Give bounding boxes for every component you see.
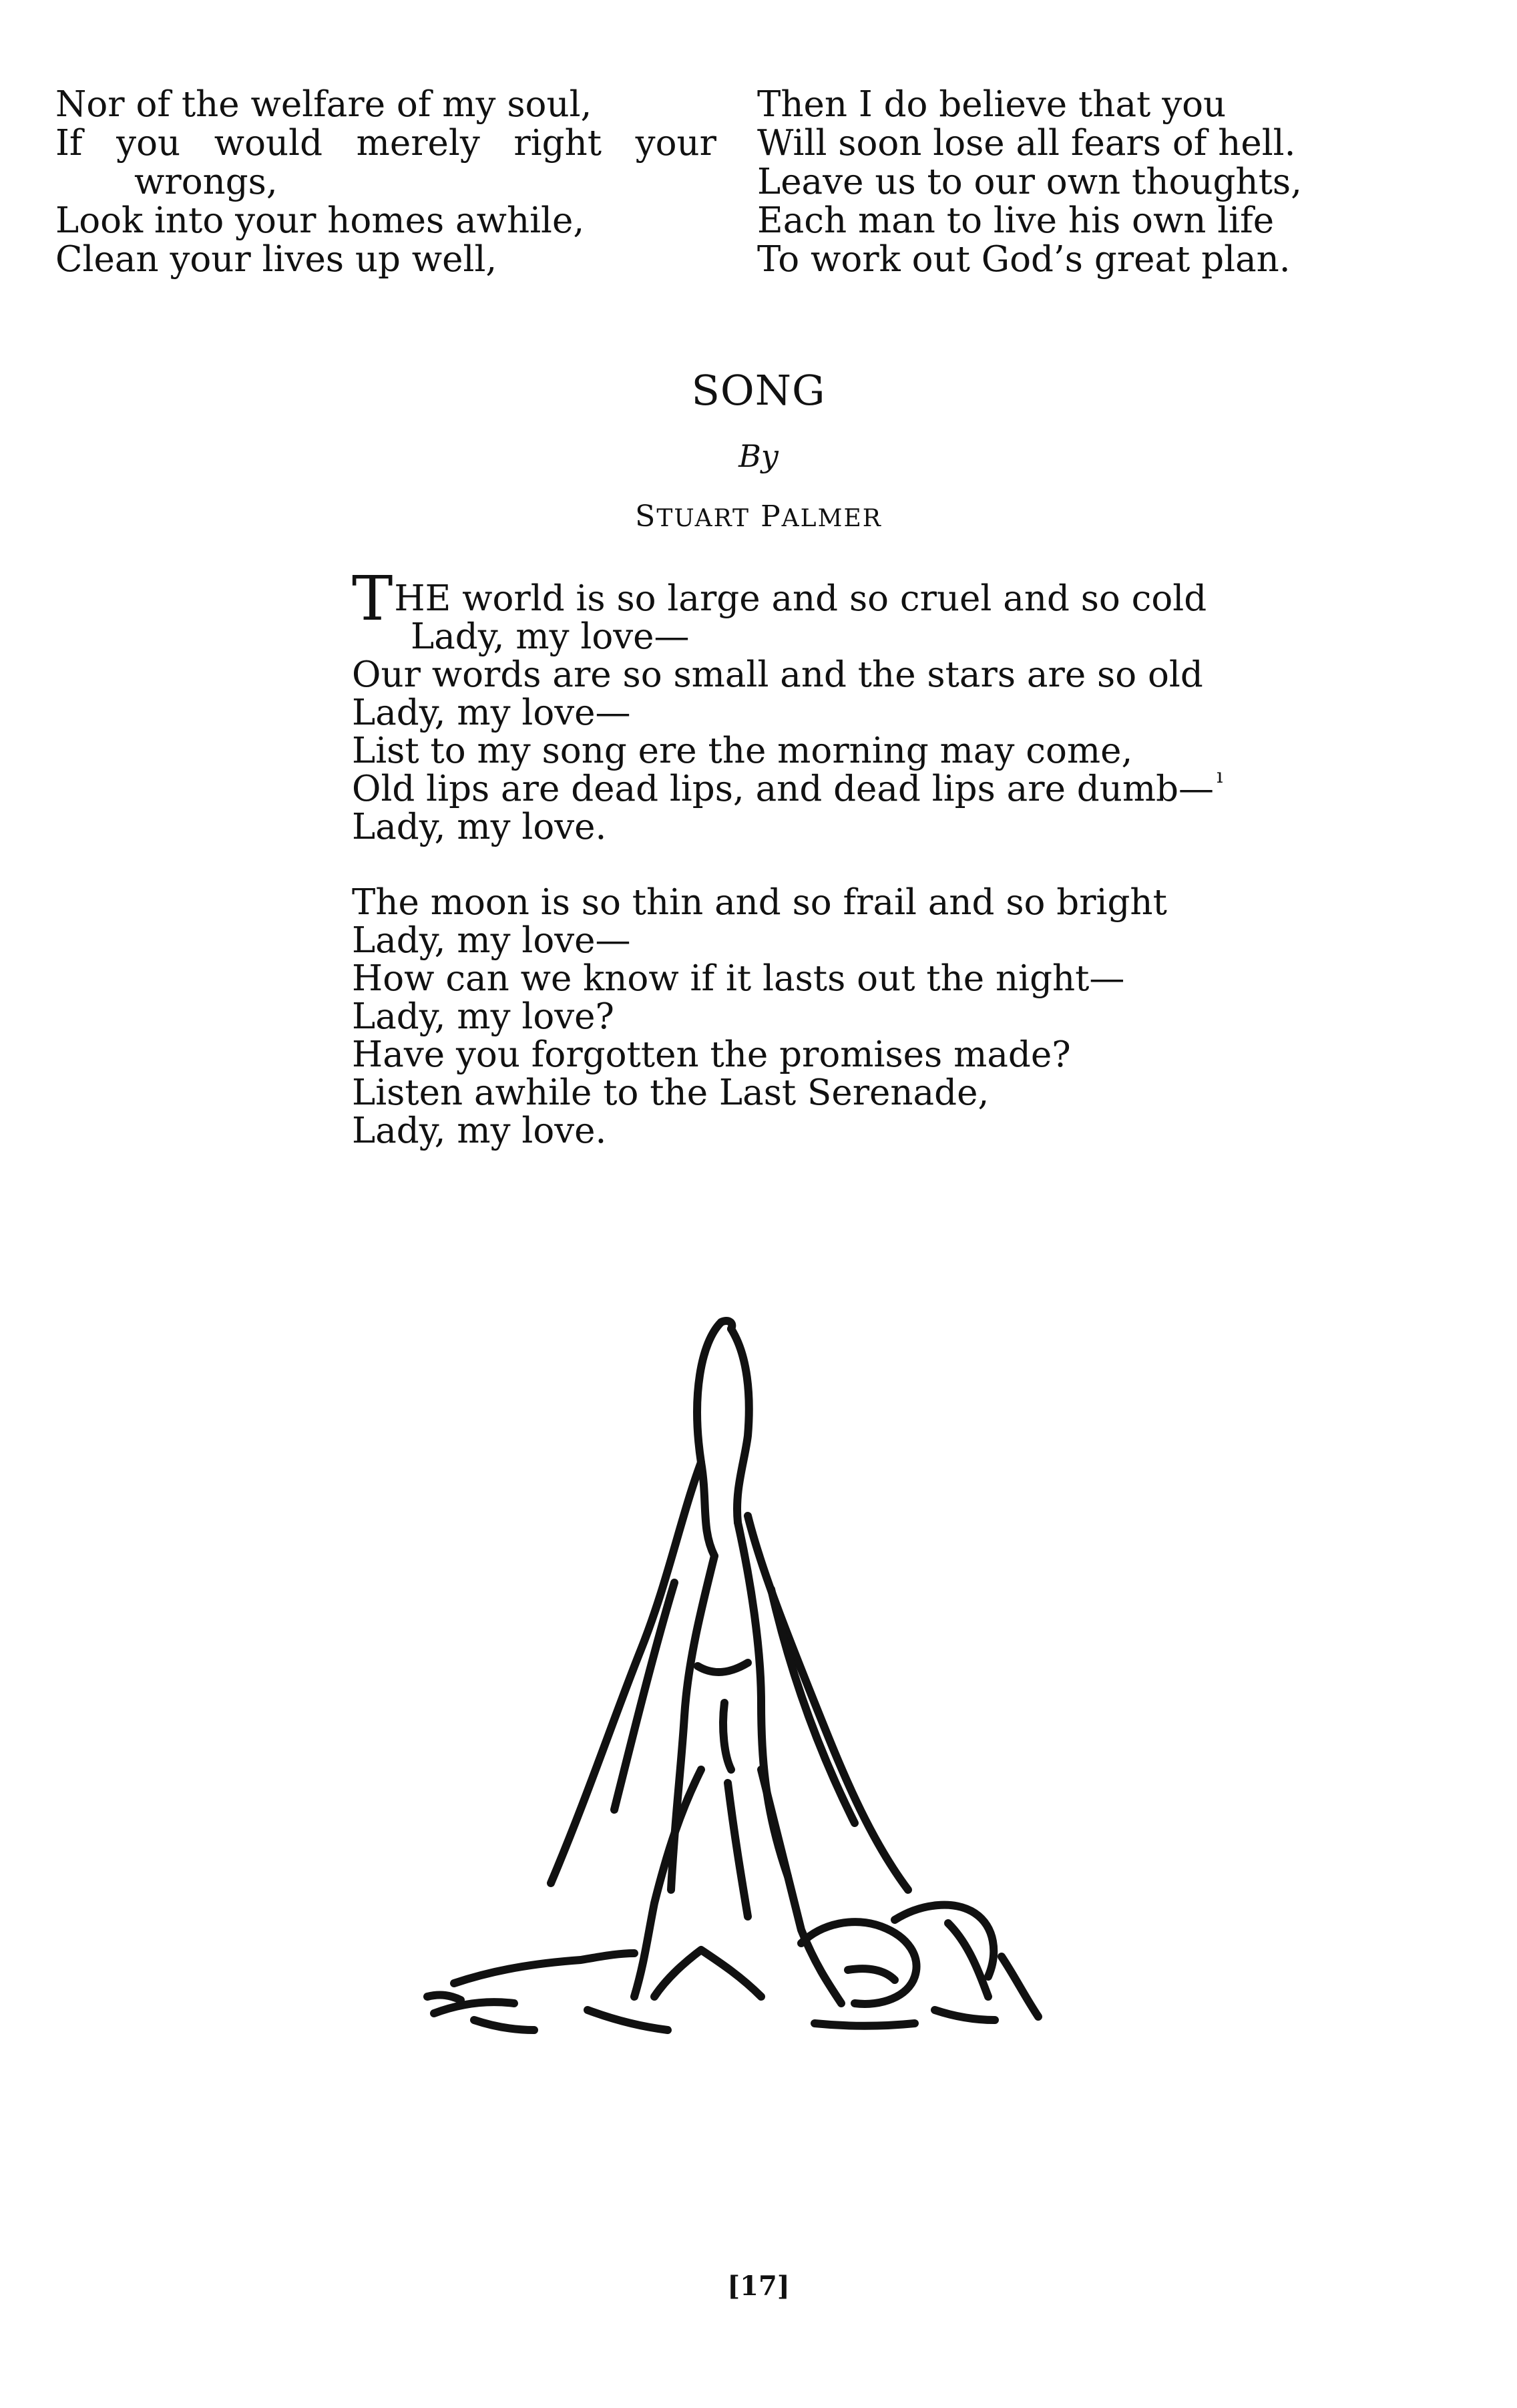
author-name [0,499,1517,534]
reclining-figure-stroke [1002,1957,1038,2017]
author-initial: S [635,499,657,534]
poem-line: Our words are so small and the stars are so old [352,654,1203,695]
reclining-figure-stroke [948,1923,988,1997]
stray-print-mark: ı [1217,765,1223,788]
poem-line: Will soon lose all fears of hell. [757,123,1296,164]
poem-line: Lady, my love. [352,1111,607,1151]
poem-line: Lady, my love— [411,616,690,657]
poem-line-runover: wrongs, [134,162,278,202]
poem-line: Lady, my love? [352,996,614,1037]
figure-head-stroke [721,1321,732,1329]
reclining-figure-stroke [588,2010,668,2030]
word: would [214,123,323,164]
figure-torso-stroke [723,1703,731,1770]
poem-line: Lady, my love. [352,807,607,847]
reclining-figure-stroke [427,1995,461,2000]
poem-line: Leave us to our own thoughts, [757,162,1302,202]
drop-cap: T [352,563,393,634]
poem-line: Then I do believe that you [757,84,1227,125]
word: you [116,123,181,164]
poem-line: The moon is so thin and so frail and so bright [352,882,1167,923]
song-poem [352,563,1215,1187]
ink-sketch-figures-icon [387,1302,1162,2090]
reclining-figure-stroke [815,2023,915,2026]
poem-line: Lady, my love— [352,692,631,733]
song-title: SONG [691,366,826,415]
poem-line: Nor of the welfare of my soul, [55,84,592,125]
author-smallcaps: TUART [656,505,750,532]
stanza-1 [352,563,1215,847]
poem-continuation-left-column [55,85,716,279]
word: right [513,123,602,164]
reclining-figure-stroke [474,2020,534,2030]
author-smallcaps: ALMER [781,505,882,532]
word: merely [356,123,480,164]
figure-head-stroke [731,1329,749,1523]
poem-line: Lady, my love— [352,920,631,961]
poem-line: Clean your lives up well, [55,239,497,280]
poem-line-first [352,563,1214,634]
poem-line-justified [55,124,716,163]
poem-continuation-right-column [757,85,1485,279]
stanza-2 [352,883,1214,1150]
reclining-figure-stroke [935,2010,995,2020]
poem-line: Old lips are dead lips, and dead lips are dumb— [352,769,1215,809]
poem-line: Each man to live his own life [757,200,1275,241]
reclining-figure-stroke [848,1969,895,1980]
poem-line: Listen awhile to the Last Serenade, [352,1072,990,1113]
poem-line-text: HE world is so large and so cruel and so cold [394,578,1207,619]
poem-line: To work out God’s great plan. [757,239,1291,280]
author-initial: P [761,499,782,534]
byline-by: By [738,438,779,474]
figure-leg-stroke [728,1783,748,1917]
poem-line: Have you forgotten the promises made? [352,1034,1071,1075]
poem-line: How can we know if it lasts out the night— [352,958,1125,999]
page-number: [17] [727,2270,790,2302]
reclining-figure-stroke [454,1953,634,1983]
figure-leg-stroke [654,1950,761,1997]
poem-line: Look into your homes awhile, [55,200,585,241]
figure-torso-stroke [671,1556,714,1890]
poem-line: List to my song ere the morning may come, [352,731,1133,771]
reclining-figure-stroke [434,2002,514,2013]
figure-torso-stroke [698,1663,748,1672]
word: your [635,123,716,164]
word: If [55,123,83,164]
figure-leg-stroke [761,1770,841,2003]
figure-head-stroke [697,1322,721,1556]
